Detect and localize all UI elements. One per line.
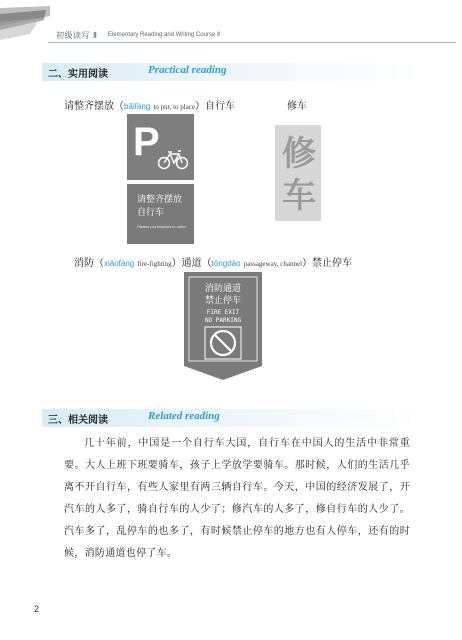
paren-open: （: [114, 101, 124, 112]
vocab-word: 请整齐摆放: [64, 101, 114, 112]
vocab-line-2: [74, 254, 352, 269]
header-decoration: [0, 0, 50, 44]
page-header: [0, 0, 462, 44]
paren-close: ）: [195, 101, 206, 112]
section-practical-en: Practical reading: [148, 64, 227, 76]
section-related-en: Related reading: [148, 410, 220, 422]
vocab-pinyin: bǎifàng: [124, 102, 151, 111]
parking-sign: [127, 114, 194, 244]
paren-open: （: [94, 258, 104, 269]
parking-sign-bottom: [127, 184, 194, 244]
vocab-gloss-2: passageway, channel: [243, 260, 303, 268]
vocab-pinyin-2: tōngdào: [211, 259, 241, 268]
vocab-gloss-1: fire-fighting: [137, 260, 172, 268]
vocab-pinyin-1: xiāofáng: [104, 259, 135, 268]
vocab-word-2: 通道: [181, 258, 202, 269]
vocab-word: 消防: [74, 258, 94, 269]
parking-sign-small-text: Please put bicycles in order: [137, 224, 186, 229]
fire-sign-line-4: NO PARKING: [204, 317, 242, 324]
paren-close: ）: [302, 258, 313, 269]
section-related-cn: 三、相关阅读: [48, 415, 108, 426]
vocab-word-2: 自行车: [205, 101, 236, 112]
header-rule: [48, 42, 456, 43]
fire-sign-line-1: 消防通道: [204, 284, 242, 294]
parking-sign-top: [127, 114, 194, 180]
parking-sign-text: 请整齐摆放自行车: [137, 195, 183, 218]
fire-sign-line-2: 禁止停车: [204, 296, 242, 306]
paren-close: ）: [171, 258, 182, 269]
vocab-word-3: 修车: [287, 101, 307, 112]
vocab-gloss: to put, to place: [153, 103, 196, 111]
section-practical-heading: [42, 63, 422, 81]
vocab-line-1: [64, 97, 235, 112]
header-subtitle: Elementary Reading and Writing Course Ⅱ: [108, 32, 220, 38]
section-practical-cn: 二、实用阅读: [48, 69, 108, 80]
repair-sign-text: 修车: [282, 134, 316, 216]
fire-sign-line-3: FIRE EXIT: [206, 309, 240, 316]
vocab-word-3: 禁止停车: [312, 258, 353, 269]
reading-paragraph: 几十年前，中国是一个自行车大国，自行车在中国人的生活中非常重要。大人上班下班要骑车，孩子上学放学要骑车。那时候，人们的生活几乎离不开自行车，有些人家里有两三辆自行车。今天，中国的经济发展了，开汽车的人多了，骑自行车的人少了；修汽车的人多了，修自行车的人少了。汽车多了，乱停车的也多了，有时候禁止停车的地方也有人停车，还有的时候，消防通道也停了车。: [64, 438, 410, 559]
header-title: 初级读写 Ⅱ: [56, 31, 98, 40]
paren-open: （: [201, 258, 212, 269]
bicycle-icon: [157, 150, 189, 170]
parking-letter: P: [133, 120, 160, 164]
fire-exit-sign: [184, 272, 262, 380]
page-number: 2: [34, 604, 40, 614]
repair-sign: [275, 125, 321, 221]
section-related-heading: [42, 409, 422, 427]
